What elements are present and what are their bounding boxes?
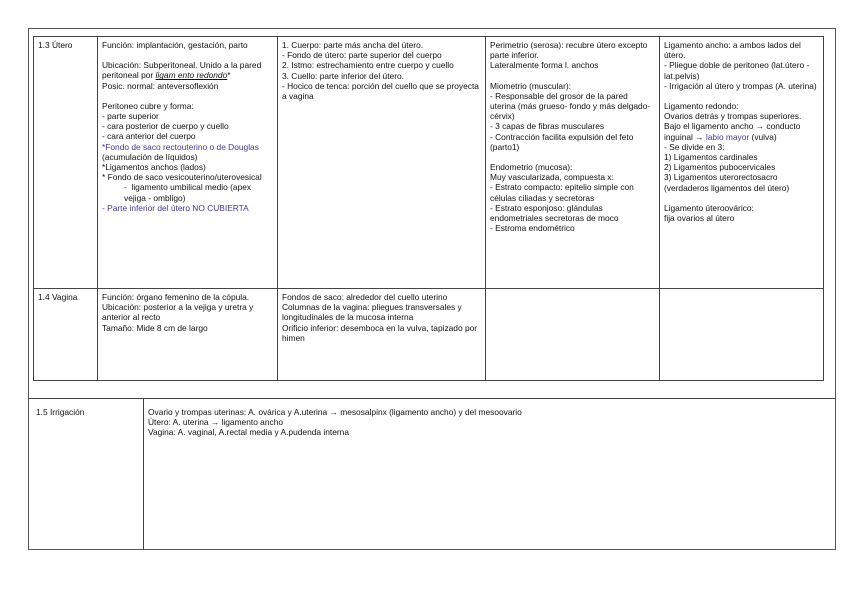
utero-label: 1.3 Útero [38,40,73,50]
ligamento-redondo-title: Ligamento redondo: [664,101,739,112]
ligamento-redondo-text: Ovarios detrás y trompas superiores. Bajo el ligamento ancho → conducto inguinal → labio mayor (vulva) [664,111,802,142]
list-item: - cara posterior de cuerpo y cuello [102,121,229,132]
utero-funcion: Función: implantación, gestación, parto [102,40,248,50]
list-item: - Estrato compacto: epitelio simple con células ciliadas y secretoras [490,182,634,203]
list-item: 3. Cuello: parte inferior del útero. [282,70,404,81]
utero-ligamentos-cell [660,37,824,289]
utero-funcion-cell [98,37,278,289]
list-item: - Responsable del grosor de la pared uterina (más grueso- fondo y más delgado-cérvix) [490,90,651,122]
endometrio-title: Endometrio (mucosa): [490,162,573,173]
ligamento-umbilical: - ligamento umbilical medio (apex vejiga - ombligo) [124,182,252,203]
list-item: - Fondo de útero: parte superior del cuerpo [282,50,442,61]
utero-partes-cell [278,37,486,289]
perimetrio: Perimetrio (serosa): recubre útero excepto parte inferior. [490,40,648,61]
column-divider [143,399,144,550]
table-row-vagina [34,289,824,381]
utero-capas-cell [486,37,660,289]
vagina-funcion-cell [98,289,278,381]
list-item: 1. Cuerpo: parte más ancha del útero. [282,40,424,50]
peritoneo-title: Peritoneo cubre y forma: [102,100,194,111]
ligamento-uteroovarico-title: Ligamento úteroovárico: [664,202,754,213]
list-item: 3) Ligamentos uterorectosacro (verdaderos ligamentos del útero) [664,172,790,193]
fondo-vesicouterino: * Fondo de saco vesicouterino/uterovesical [102,172,262,183]
list-item: - Estrato esponjoso: glándulas endometriales secretoras de moco [490,202,619,224]
vagina-orificio: Orificio inferior: desemboca en la vulva, tapizado por himen [282,322,478,343]
list-item: - 3 capas de fibras musculares [490,121,605,132]
list-item: - Estroma endométrico [490,223,575,234]
vagina-label-cell [34,289,98,381]
vagina-ubicacion: Ubicación: posterior a la vejiga y uretra y anterior al recto [102,302,254,323]
irrigacion-row [28,398,836,550]
list-item: - Hocico de tenca: porción del cuello que se proyecta a vagina [282,80,479,102]
vagina-tamano: Tamaño: Mide 8 cm de largo [102,322,208,333]
miometrio-title: Miometrio (muscular): [490,80,571,91]
vagina-estructura-cell [278,289,486,381]
utero-label-cell [34,37,98,289]
list-item: 2. Istmo: estrechamiento entre cuerpo y cuello [282,60,454,71]
list-item: - Contracción facilita expulsión del feto (parto1) [490,131,634,152]
ligamento-redondo-link[interactable]: ligam ento redondo [155,70,228,81]
utero-posicion: Posic. normal: anteversoflexión [102,80,219,91]
vagina-fondos: Fondos de saco: alrededor del cuello uterino [282,292,448,302]
anatomy-table [33,36,824,381]
list-item: - Pliegue doble de peritoneo (lat.útero - lat.pelvis) [664,60,810,81]
parte-no-cubierta: - Parte inferior del útero NO CUBIERTA [102,202,249,213]
utero-ubicacion: Ubicación: Subperitoneal. Unido a la pared peritoneal por ligam ento redondo* [102,60,262,81]
list-item: 2) Ligamentos pubocervicales [664,162,776,173]
vagina-columnas: Columnas de la vagina: pliegues transversales y longitudinales de la mucosa interna [282,302,462,323]
irrigacion-label: 1.5 Irrigación [36,407,85,417]
list-item: - parte superior [102,111,159,122]
vagina-empty-cell [660,289,824,381]
ligamentos-anchos: *Ligamentos anchos (lados) [102,162,206,173]
divide-title: - Se divide en 3: [664,141,725,152]
list-item: Vagina: A. vaginal, A.rectal media y A.pudenda interna [148,427,349,438]
ligamento-uteroovarico-text: fija ovarios al útero [664,213,735,224]
ligamento-ancho-title: Ligamento ancho: a ambos lados del útero. [664,40,801,61]
vagina-funcion: Función: órgano femenino de la cópula. [102,292,250,302]
irrigacion-text [148,407,522,438]
list-item: Útero: A. uterina → ligamento ancho [148,417,284,428]
fondo-douglas: *Fondo de saco rectouterino o de Douglas (acumulación de líquidos) [102,141,259,162]
perimetrio-lateral: Lateralmente forma l. anchos [490,60,599,71]
list-item: - cara anterior del cuerpo [102,131,196,142]
list-item: Ovario y trompas uterinas: A. ovárica y A.uterina → mesosalpinx (ligamento ancho) y del mesoovario [148,407,522,417]
list-item: 1) Ligamentos cardinales [664,152,758,163]
table-row-utero [34,37,824,289]
list-item: Muy vascularizada, compuesta x: [490,172,614,183]
vagina-empty-cell [486,289,660,381]
vagina-label: 1.4 Vagina [38,292,78,302]
list-item: - Irrigación al útero y trompas (A. uterina) [664,80,817,91]
